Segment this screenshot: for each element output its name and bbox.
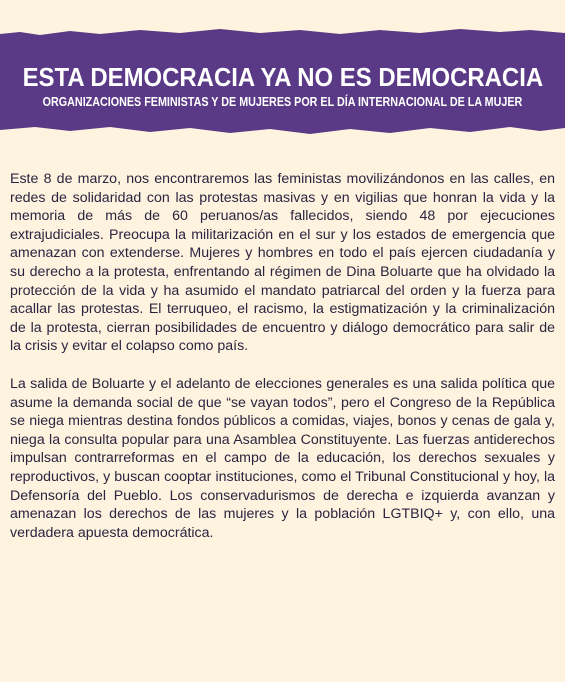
article-body bbox=[0, 170, 565, 561]
page-title: ESTA DEMOCRACIA YA NO ES DEMOCRACIA bbox=[22, 62, 544, 92]
page-subtitle: ORGANIZACIONES FEMINISTAS Y DE MUJERES POR EL DÍA INTERNACIONAL DE LA MUJER bbox=[42, 95, 523, 109]
paragraph-2: La salida de Boluarte y el adelanto de elecciones generales es una salida política que asume la demanda social de que “se vayan todos”, pero el Congreso de la República se niega mientras destina fondos públicos a comidas, viajes, bonos y cenas de gala y, niega la consulta popular para una Asamblea Constituyente. Las fuerzas antiderechos impulsan contrarreformas en el campo de la educación, los derechos sexuales y reproductivos, y buscan cooptar instituciones, como el Tribunal Constitucional y hoy, la Defensoría del Pueblo. Los conservadurismos de derecha e izquierda avanzan y amenazan los derechos de las mujeres y la población LGTBIQ+ y, con ello, una verdadera apuesta democrática. bbox=[10, 375, 555, 541]
paragraph-1: Este 8 de marzo, nos encontraremos las feministas movilizándonos en las calles, en redes de solidaridad con las protestas masivas y en vigilias que honran la vida y la memoria de más de 60 peruanos/as fallecidos, siendo 48 por ejecuciones extrajudiciales. Preocupa la militarización en el sur y los estados de emergencia que amenazan con extenderse. Mujeres y hombres en todo el país ejercen ciudadanía y su derecho a la protesta, enfrentando al régimen de Dina Boluarte que ha olvidado la protección de la vida y ha asumido el mandato patriarcal del orden y la fuerza para acallar las protestas. El terruqueo, el racismo, la estigmatización y la criminalización de la protesta, cierran posibilidades de encuentro y diálogo democrático para salir de la crisis y evitar el colapso como país. bbox=[10, 171, 555, 355]
title-banner bbox=[0, 28, 565, 136]
